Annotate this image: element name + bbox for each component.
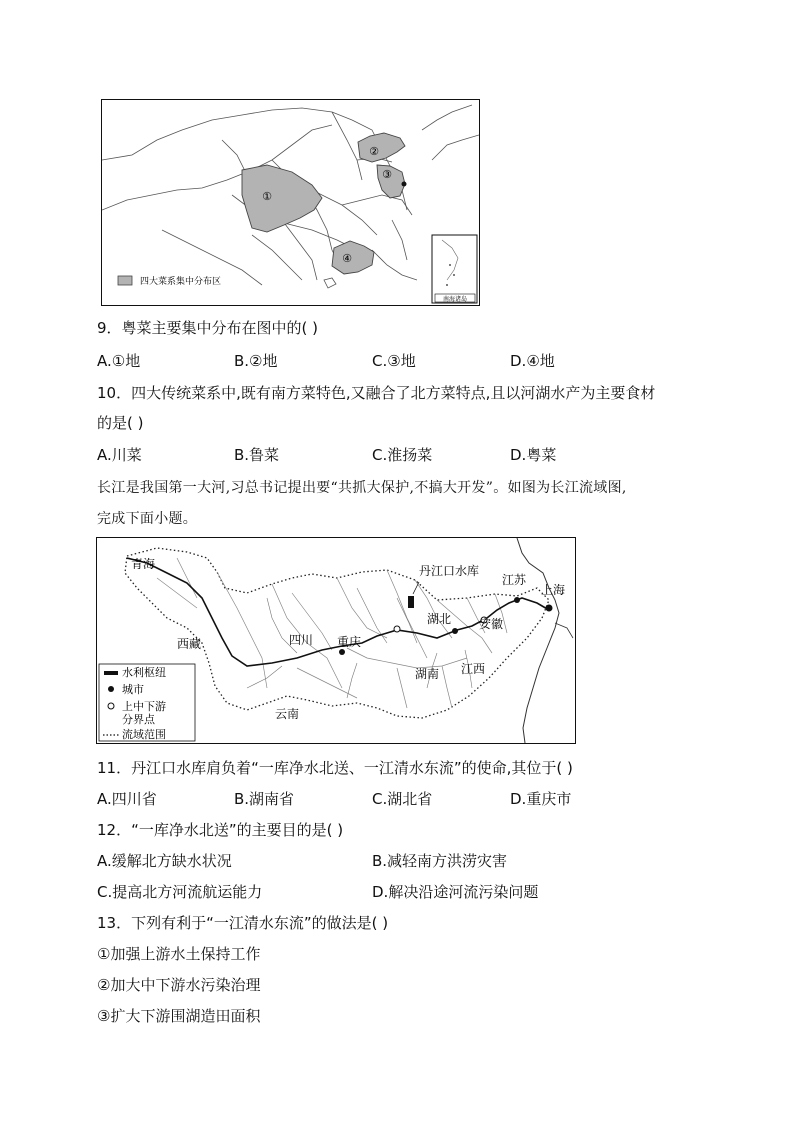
label-sichuan: 四川 — [289, 633, 314, 647]
south-china-sea-inset — [432, 235, 477, 303]
region-2-shandong — [358, 133, 405, 162]
q10-stem-line1: 10．四大传统菜系中,既有南方菜特色,又融合了北方菜特点,且以河湖水产为主要食材 — [97, 384, 656, 402]
label-hubei: 湖北 — [427, 612, 452, 626]
legend-division-2: 分界点 — [122, 713, 155, 726]
q9-option-c[interactable]: C.③地 — [372, 352, 416, 370]
legend-dam: 水利枢纽 — [122, 666, 166, 679]
label-jiangsu: 江苏 — [502, 573, 527, 587]
intro-line1: 长江是我国第一大河,习总书记提出要“共抓大保护,不搞大开发”。如图为长江流域图, — [97, 480, 627, 496]
city-nanjing — [514, 597, 520, 603]
label-yunnan: 云南 — [275, 707, 300, 721]
label-danjiangkou: 丹江口水库 — [419, 564, 480, 578]
q12-stem: 12．“一库净水北送”的主要目的是( ) — [97, 821, 344, 839]
q13-stem: 13．下列有利于“一江清水东流”的做法是( ) — [97, 914, 389, 932]
q11-option-a[interactable]: A.四川省 — [97, 790, 157, 808]
q11-option-d[interactable]: D.重庆市 — [510, 790, 572, 808]
cuisine-map-svg — [102, 100, 479, 305]
q12-option-b[interactable]: B.减轻南方洪涝灾害 — [372, 852, 508, 870]
q9-stem: 9．粤菜主要集中分布在图中的( ) — [97, 319, 319, 337]
city-wuhan — [452, 628, 458, 634]
marker-3: ③ — [382, 168, 392, 181]
map2-legend — [99, 664, 195, 741]
q10-option-a[interactable]: A.川菜 — [97, 446, 142, 464]
q13-item-3: ③扩大下游围湖造田面积 — [97, 1007, 261, 1025]
q10-option-d[interactable]: D.粤菜 — [510, 446, 557, 464]
inset-label: 南海诸岛 — [442, 296, 468, 303]
city-shanghai — [546, 605, 553, 612]
region-4-guangdong — [332, 241, 374, 274]
q12-option-a[interactable]: A.缓解北方缺水状况 — [97, 852, 232, 870]
label-chongqing: 重庆 — [337, 635, 362, 649]
q9-option-d[interactable]: D.④地 — [510, 352, 555, 370]
label-xizang: 西藏 — [177, 637, 202, 651]
q10-option-b[interactable]: B.鲁菜 — [234, 446, 280, 464]
legend-basin: 流域范围 — [122, 728, 166, 741]
marker-2: ② — [369, 145, 379, 158]
yangtze-basin-map — [96, 537, 576, 744]
yangtze-map-svg — [97, 538, 575, 743]
city-chongqing — [339, 649, 345, 655]
label-anhui: 安徽 — [479, 617, 504, 631]
q10-option-c[interactable]: C.淮扬菜 — [372, 446, 433, 464]
cuisine-distribution-map — [101, 99, 480, 306]
label-jiangxi: 江西 — [461, 662, 486, 676]
q11-option-c[interactable]: C.湖北省 — [372, 790, 433, 808]
q12-option-d[interactable]: D.解决沿途河流污染问题 — [372, 883, 539, 901]
q10-stem-line2: 的是( ) — [97, 414, 144, 432]
legend-division-1: 上中下游 — [122, 700, 166, 713]
marker-4: ④ — [342, 252, 352, 265]
reservoir-marker — [408, 596, 414, 608]
region-1-sichuan — [242, 165, 322, 232]
q13-item-1: ①加强上游水土保持工作 — [97, 945, 261, 963]
legend-swatch — [118, 276, 132, 285]
marker-1: ① — [262, 190, 272, 203]
q13-item-2: ②加大中下游水污染治理 — [97, 976, 261, 994]
legend-label: 四大菜系集中分布区 — [140, 277, 222, 287]
division-point-yichang — [394, 626, 400, 632]
label-shanghai: 上海 — [541, 583, 566, 597]
q12-option-c[interactable]: C.提高北方河流航运能力 — [97, 883, 263, 901]
legend-city: 城市 — [122, 683, 144, 696]
q11-option-b[interactable]: B.湖南省 — [234, 790, 295, 808]
q9-option-a[interactable]: A.①地 — [97, 352, 141, 370]
label-qinghai: 青海 — [131, 557, 156, 571]
label-hunan: 湖南 — [415, 667, 440, 681]
q11-stem: 11．丹江口水库肩负着“一库净水北送、一江清水东流”的使命,其位于( ) — [97, 759, 573, 777]
q9-option-b[interactable]: B.②地 — [234, 352, 278, 370]
intro-line2: 完成下面小题。 — [97, 511, 198, 527]
